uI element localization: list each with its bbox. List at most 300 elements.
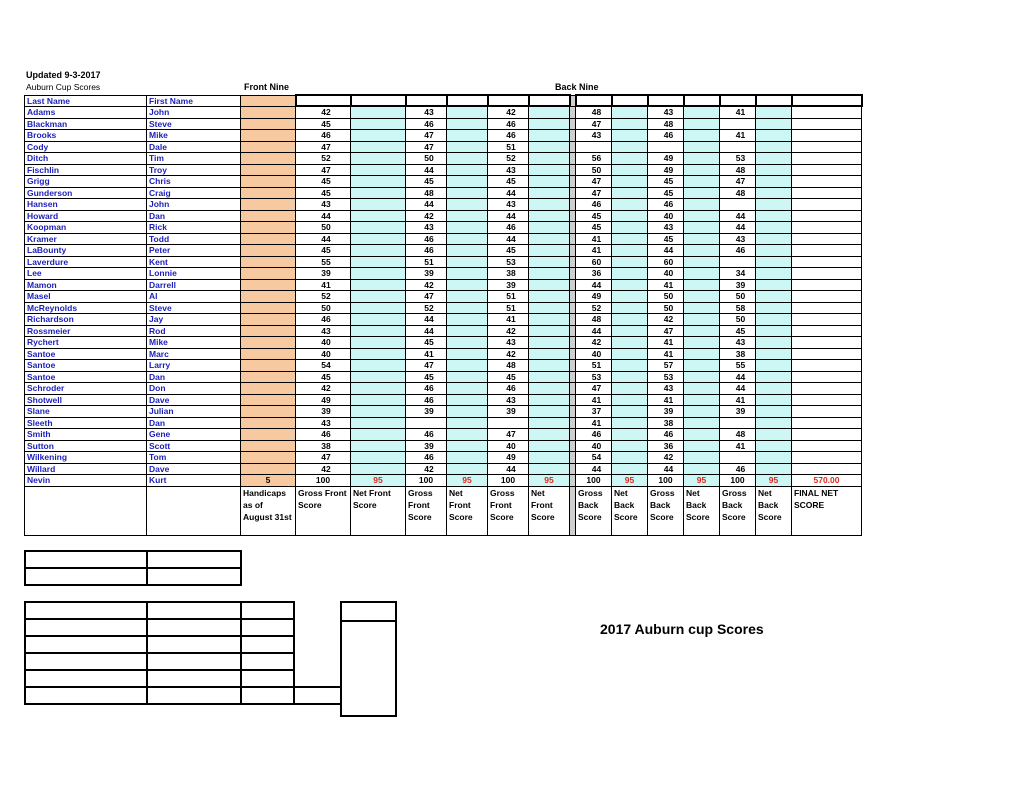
net-back-cell [756, 314, 792, 326]
net-back-cell [756, 130, 792, 142]
last-name-cell: Wilkening [25, 452, 147, 464]
net-back-cell [756, 291, 792, 303]
gross-back-cell: 46 [648, 130, 684, 142]
net-front-cell [447, 106, 488, 118]
handicap-cell [241, 348, 296, 360]
net-front-cell [351, 164, 406, 176]
last-name-cell: Brooks [25, 130, 147, 142]
handicap-cell [241, 360, 296, 372]
net-front-label: Net Front Score [447, 486, 488, 535]
net-back-cell [612, 429, 648, 441]
gross-back-cell: 41 [648, 337, 684, 349]
net-front-cell: 95 [351, 475, 406, 487]
handicap-cell [241, 302, 296, 314]
gross-back-cell: 50 [576, 164, 612, 176]
gross-back-cell: 39 [648, 406, 684, 418]
net-back-cell [684, 394, 720, 406]
net-front-cell [529, 106, 570, 118]
header-box [447, 95, 488, 106]
header-row [25, 95, 862, 106]
net-front-cell [351, 371, 406, 383]
gross-front-cell: 42 [488, 106, 529, 118]
net-front-cell: 95 [447, 475, 488, 487]
net-back-cell [756, 210, 792, 222]
net-front-cell [447, 417, 488, 429]
net-back-cell [612, 463, 648, 475]
final-net-cell [792, 429, 862, 441]
gross-front-cell: 46 [406, 429, 447, 441]
net-back-cell [684, 199, 720, 211]
final-net-label: FINAL NET SCORE [792, 486, 862, 535]
handicap-cell [241, 463, 296, 475]
empty-cell [241, 636, 294, 653]
gross-front-cell: 40 [488, 440, 529, 452]
final-net-cell [792, 417, 862, 429]
handicap-cell [241, 417, 296, 429]
net-front-cell [529, 394, 570, 406]
player-row [25, 210, 862, 222]
net-front-cell [351, 118, 406, 130]
gross-back-cell: 38 [648, 417, 684, 429]
blank-cell [294, 653, 341, 670]
empty-cell [241, 653, 294, 670]
net-front-cell [351, 291, 406, 303]
net-back-cell [756, 268, 792, 280]
first-name-header: First Name [147, 95, 241, 106]
gross-back-cell: 43 [648, 222, 684, 234]
net-back-cell [684, 314, 720, 326]
net-back-cell [756, 222, 792, 234]
first-name-cell: Tom [147, 452, 241, 464]
gross-front-cell: 45 [406, 337, 447, 349]
gross-front-cell: 50 [296, 222, 351, 234]
net-front-cell [351, 233, 406, 245]
net-front-cell [351, 417, 406, 429]
gross-back-cell: 60 [576, 256, 612, 268]
last-name-cell: Koopman [25, 222, 147, 234]
net-back-cell [684, 130, 720, 142]
net-front-cell [351, 325, 406, 337]
gross-front-cell: 42 [488, 348, 529, 360]
last-name-cell: Kramer [25, 233, 147, 245]
last-name-header: Last Name [25, 95, 147, 106]
net-front-cell [447, 394, 488, 406]
net-back-cell [684, 383, 720, 395]
net-front-cell [351, 314, 406, 326]
final-net-cell [792, 141, 862, 153]
net-back-cell: 95 [756, 475, 792, 487]
handicap-cell [241, 325, 296, 337]
net-back-cell [756, 429, 792, 441]
gross-front-cell: 49 [488, 452, 529, 464]
final-net-cell [792, 302, 862, 314]
gross-back-cell: 41 [576, 417, 612, 429]
net-back-cell [612, 291, 648, 303]
net-front-cell [529, 268, 570, 280]
empty-cell [147, 653, 241, 670]
first-name-cell: Dan [147, 210, 241, 222]
net-front-cell [529, 463, 570, 475]
net-front-cell [529, 245, 570, 257]
net-front-cell [529, 429, 570, 441]
handicap-cell: 5 [241, 475, 296, 487]
net-back-cell [612, 187, 648, 199]
handicap-cell [241, 371, 296, 383]
header-box [792, 95, 862, 106]
player-row [25, 279, 862, 291]
net-front-cell [447, 291, 488, 303]
gross-front-cell: 52 [296, 153, 351, 165]
net-back-cell: 95 [612, 475, 648, 487]
gross-back-cell: 50 [720, 291, 756, 303]
net-back-cell [684, 187, 720, 199]
net-back-cell [612, 222, 648, 234]
player-row [25, 440, 862, 452]
final-net-cell [792, 199, 862, 211]
net-back-cell [612, 106, 648, 118]
first-name-cell: Tim [147, 153, 241, 165]
net-back-cell [756, 118, 792, 130]
first-name-cell: Rod [147, 325, 241, 337]
net-front-cell [447, 153, 488, 165]
last-name-cell: Sleeth [25, 417, 147, 429]
net-back-cell [684, 371, 720, 383]
gross-front-cell: 43 [488, 164, 529, 176]
last-name-cell: Willard [25, 463, 147, 475]
gross-front-cell: 43 [406, 106, 447, 118]
handicap-cell [241, 141, 296, 153]
net-front-cell [529, 371, 570, 383]
gross-front-cell: 51 [406, 256, 447, 268]
gross-back-cell: 47 [720, 176, 756, 188]
handicap-cell [241, 222, 296, 234]
last-name-cell: Rossmeier [25, 325, 147, 337]
net-back-cell [612, 417, 648, 429]
net-back-cell [756, 440, 792, 452]
net-back-cell [684, 440, 720, 452]
sheet-subtitle: Auburn Cup Scores [26, 82, 101, 92]
gross-front-cell: 48 [406, 187, 447, 199]
net-back-cell [612, 210, 648, 222]
net-back-cell [612, 153, 648, 165]
handicap-cell [241, 291, 296, 303]
gross-front-cell: 39 [296, 406, 351, 418]
player-row [25, 291, 862, 303]
gross-back-cell: 44 [720, 383, 756, 395]
player-row [25, 463, 862, 475]
net-front-cell [447, 406, 488, 418]
handicap-cell [241, 153, 296, 165]
empty-cell [147, 551, 241, 568]
gross-front-cell: 48 [488, 360, 529, 372]
net-back-cell [684, 164, 720, 176]
gross-back-cell: 50 [648, 302, 684, 314]
net-front-cell [447, 440, 488, 452]
blank-cell [294, 636, 341, 653]
gross-front-cell: 45 [406, 176, 447, 188]
net-front-cell [529, 222, 570, 234]
net-front-cell [447, 302, 488, 314]
player-row [25, 302, 862, 314]
last-name-cell: Mamon [25, 279, 147, 291]
final-net-cell [792, 210, 862, 222]
gross-front-cell: 46 [488, 222, 529, 234]
net-front-cell [447, 337, 488, 349]
net-back-cell [612, 314, 648, 326]
gross-back-cell: 100 [576, 475, 612, 487]
net-back-cell [612, 394, 648, 406]
last-name-cell: McReynolds [25, 302, 147, 314]
empty-cell [25, 687, 147, 704]
final-net-cell [792, 371, 862, 383]
gross-back-cell: 47 [576, 383, 612, 395]
net-back-cell [684, 176, 720, 188]
net-front-cell [529, 383, 570, 395]
header-box [648, 95, 684, 106]
last-name-cell: LaBounty [25, 245, 147, 257]
gross-back-cell: 48 [720, 429, 756, 441]
gross-front-cell: 47 [488, 429, 529, 441]
last-name-cell: Shotwell [25, 394, 147, 406]
gross-back-cell: 41 [648, 279, 684, 291]
first-name-cell: Darrell [147, 279, 241, 291]
player-row [25, 233, 862, 245]
gross-back-cell: 39 [720, 406, 756, 418]
gross-back-cell [720, 452, 756, 464]
gross-front-label: Gross Front Score [488, 486, 529, 535]
gross-back-cell: 44 [576, 325, 612, 337]
net-front-cell [447, 245, 488, 257]
net-front-cell [351, 256, 406, 268]
net-back-cell [684, 118, 720, 130]
gross-front-label: Gross Front Score [296, 486, 351, 535]
gross-front-cell: 52 [296, 291, 351, 303]
gross-back-cell: 41 [720, 440, 756, 452]
handicap-cell [241, 118, 296, 130]
gross-front-cell: 55 [296, 256, 351, 268]
net-back-cell [612, 383, 648, 395]
net-front-cell [447, 268, 488, 280]
gross-back-cell: 42 [576, 337, 612, 349]
net-front-cell [447, 371, 488, 383]
gross-front-cell: 46 [406, 383, 447, 395]
net-front-cell [447, 348, 488, 360]
net-front-cell [447, 199, 488, 211]
net-back-cell [612, 118, 648, 130]
gross-front-cell: 38 [488, 268, 529, 280]
blank-cell [294, 602, 341, 619]
final-net-cell [792, 245, 862, 257]
net-back-cell [756, 383, 792, 395]
gross-back-cell: 43 [576, 130, 612, 142]
net-front-cell [351, 383, 406, 395]
net-back-cell [612, 337, 648, 349]
final-net-cell [792, 463, 862, 475]
gross-front-cell: 46 [406, 118, 447, 130]
gross-back-cell: 47 [576, 176, 612, 188]
net-front-cell: 95 [529, 475, 570, 487]
gross-front-cell: 49 [296, 394, 351, 406]
empty-cell [25, 636, 147, 653]
net-front-cell [529, 302, 570, 314]
header-box [756, 95, 792, 106]
net-back-cell [684, 337, 720, 349]
first-name-cell: Dave [147, 394, 241, 406]
score-table [24, 94, 863, 536]
gross-back-cell: 41 [576, 233, 612, 245]
header-box [576, 95, 612, 106]
gross-front-cell: 53 [488, 256, 529, 268]
handicap-cell [241, 383, 296, 395]
gross-front-label: Gross Front Score [406, 486, 447, 535]
gross-back-cell: 47 [648, 325, 684, 337]
gross-front-cell: 50 [406, 153, 447, 165]
gross-front-cell: 51 [488, 291, 529, 303]
net-back-label: Net Back Score [684, 486, 720, 535]
net-front-cell [351, 302, 406, 314]
last-name-cell: Lee [25, 268, 147, 280]
handicap-cell [241, 440, 296, 452]
net-back-cell [756, 233, 792, 245]
gross-back-cell [720, 199, 756, 211]
net-back-cell [612, 141, 648, 153]
first-name-cell: Rick [147, 222, 241, 234]
gross-back-cell: 46 [576, 199, 612, 211]
last-name-cell: Howard [25, 210, 147, 222]
gross-back-cell: 41 [576, 394, 612, 406]
gross-back-cell: 38 [720, 348, 756, 360]
final-net-cell [792, 106, 862, 118]
first-name-cell: Kurt [147, 475, 241, 487]
gross-back-cell: 42 [648, 314, 684, 326]
net-front-cell [351, 348, 406, 360]
gross-back-cell: 44 [648, 245, 684, 257]
final-net-cell [792, 348, 862, 360]
net-back-cell [684, 325, 720, 337]
header-box [684, 95, 720, 106]
gross-back-cell: 43 [720, 337, 756, 349]
updated-date: Updated 9-3-2017 [26, 70, 101, 80]
empty-cell [241, 687, 294, 704]
net-back-cell [684, 360, 720, 372]
gross-back-cell: 36 [648, 440, 684, 452]
gross-front-cell: 42 [406, 279, 447, 291]
empty-cell [25, 602, 147, 619]
gross-front-cell [406, 417, 447, 429]
net-front-cell [447, 187, 488, 199]
back-nine-label: Back Nine [555, 82, 599, 92]
gross-back-cell: 53 [648, 371, 684, 383]
gross-back-cell: 60 [648, 256, 684, 268]
gross-back-cell: 46 [720, 245, 756, 257]
player-row [25, 153, 862, 165]
final-net-cell [792, 337, 862, 349]
net-back-cell [612, 199, 648, 211]
final-net-cell [792, 233, 862, 245]
final-net-cell [792, 222, 862, 234]
gross-back-cell: 46 [648, 199, 684, 211]
net-front-cell [529, 233, 570, 245]
net-back-cell [756, 337, 792, 349]
net-front-cell [447, 256, 488, 268]
net-front-cell [447, 360, 488, 372]
net-back-cell [612, 325, 648, 337]
final-net-cell: 570.00 [792, 475, 862, 487]
first-name-cell: Mike [147, 130, 241, 142]
net-front-cell [447, 463, 488, 475]
handicap-cell [241, 429, 296, 441]
net-front-cell [447, 210, 488, 222]
net-front-cell [447, 314, 488, 326]
player-row [25, 348, 862, 360]
net-back-cell [756, 106, 792, 118]
handicap-cell [241, 245, 296, 257]
gross-front-cell: 45 [488, 176, 529, 188]
first-name-cell: John [147, 199, 241, 211]
net-back-cell [684, 417, 720, 429]
gross-front-cell: 47 [296, 164, 351, 176]
net-back-cell [684, 233, 720, 245]
player-row [25, 199, 862, 211]
net-back-cell [756, 463, 792, 475]
final-net-cell [792, 187, 862, 199]
gross-front-cell: 47 [406, 141, 447, 153]
net-front-cell [351, 222, 406, 234]
net-back-cell [684, 302, 720, 314]
gross-front-cell: 41 [406, 348, 447, 360]
player-row [25, 256, 862, 268]
player-row [25, 141, 862, 153]
net-front-cell [447, 118, 488, 130]
gross-back-cell: 45 [720, 325, 756, 337]
gross-back-cell: 58 [720, 302, 756, 314]
gross-front-cell: 46 [406, 245, 447, 257]
final-net-cell [792, 314, 862, 326]
net-front-cell [529, 279, 570, 291]
last-name-cell: Nevin [25, 475, 147, 487]
gross-back-cell [720, 417, 756, 429]
final-net-cell [792, 118, 862, 130]
gross-back-cell: 49 [648, 153, 684, 165]
handicap-cell [241, 268, 296, 280]
footer-title: 2017 Auburn cup Scores [600, 621, 764, 637]
player-row [25, 222, 862, 234]
first-name-cell: Dale [147, 141, 241, 153]
gross-front-cell: 42 [488, 325, 529, 337]
gross-front-cell: 45 [296, 245, 351, 257]
gross-back-cell: 44 [720, 210, 756, 222]
gross-back-cell: 46 [720, 463, 756, 475]
handicap-cell [241, 210, 296, 222]
small-empty-table [24, 550, 242, 586]
gross-back-label: Gross Back Score [576, 486, 612, 535]
gross-front-cell: 44 [406, 199, 447, 211]
net-back-cell [612, 268, 648, 280]
first-name-cell: Chris [147, 176, 241, 188]
net-front-cell [351, 130, 406, 142]
gross-front-cell: 46 [296, 314, 351, 326]
net-front-cell [529, 417, 570, 429]
handicap-cell [241, 176, 296, 188]
net-back-cell [684, 406, 720, 418]
player-row [25, 164, 862, 176]
gross-front-cell: 46 [488, 130, 529, 142]
net-back-cell [756, 394, 792, 406]
gross-front-cell: 39 [406, 440, 447, 452]
final-net-cell [792, 176, 862, 188]
gross-front-cell: 43 [488, 337, 529, 349]
last-name-cell: Richardson [25, 314, 147, 326]
